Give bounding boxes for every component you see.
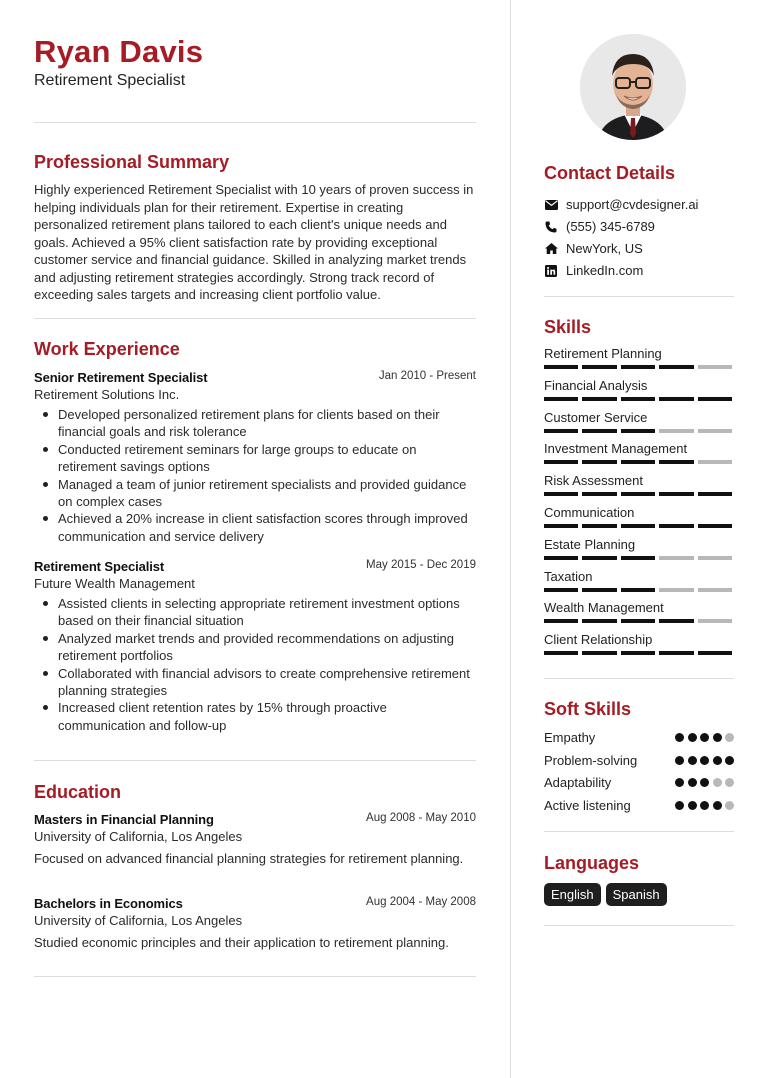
candidate-title: Retirement Specialist xyxy=(34,72,186,89)
rating-dot xyxy=(713,801,722,810)
skill-level-segment xyxy=(621,492,655,496)
skill-name: Retirement Planning xyxy=(544,346,662,361)
job-title: Retirement Specialist xyxy=(34,559,165,574)
skill-level-bar xyxy=(544,556,734,560)
skill-level-segment xyxy=(582,556,616,560)
skill-level-segment xyxy=(698,429,732,433)
skill-level-segment xyxy=(582,651,616,655)
languages-list xyxy=(544,883,667,906)
skill-level-bar xyxy=(544,524,734,528)
rating-dot xyxy=(675,756,684,765)
rating-dot xyxy=(725,733,734,742)
rating-dot xyxy=(725,778,734,787)
skill-level-bar xyxy=(544,619,734,623)
skill-level-segment xyxy=(621,365,655,369)
skill-level-segment xyxy=(544,651,578,655)
contact-location-text: NewYork, US xyxy=(566,241,643,256)
skill-level-segment xyxy=(621,524,655,528)
contact-phone-text: (555) 345-6789 xyxy=(566,219,655,234)
job-bullet: Collaborated with financial advisors to create comprehensive retirement planning strategies xyxy=(34,665,476,700)
rating-dot xyxy=(688,756,697,765)
job-entry xyxy=(34,369,476,545)
soft-skill-item xyxy=(544,797,734,815)
skill-item xyxy=(544,410,734,433)
skill-level-segment xyxy=(621,588,655,592)
skill-name: Taxation xyxy=(544,568,593,584)
job-bullets xyxy=(34,595,476,734)
skill-level-segment xyxy=(698,556,732,560)
skill-level-segment xyxy=(659,460,693,464)
contact-divider xyxy=(544,296,734,297)
languages-heading: Languages xyxy=(544,853,640,873)
skill-level-segment xyxy=(544,492,578,496)
rating-dot xyxy=(725,756,734,765)
skill-item xyxy=(544,441,734,464)
rating-dot xyxy=(700,756,709,765)
rating-dot xyxy=(700,733,709,742)
soft-skill-rating xyxy=(675,733,734,742)
rating-dot xyxy=(688,778,697,787)
skill-level-segment xyxy=(621,619,655,623)
rating-dot xyxy=(713,733,722,742)
skill-name: Financial Analysis xyxy=(544,377,648,393)
skill-item xyxy=(544,537,734,560)
skill-name: Wealth Management xyxy=(544,600,664,616)
skill-level-segment xyxy=(544,365,578,369)
skill-level-bar xyxy=(544,460,734,464)
skill-level-bar xyxy=(544,365,734,369)
contact-location xyxy=(544,241,643,256)
skill-name: Client Relationship xyxy=(544,632,653,648)
rating-dot xyxy=(713,756,722,765)
skill-level-segment xyxy=(544,397,578,401)
contact-heading: Contact Details xyxy=(544,163,676,183)
skill-level-segment xyxy=(698,492,732,496)
skill-level-segment xyxy=(659,397,693,401)
skill-item xyxy=(544,569,734,592)
job-bullet: Achieved a 20% increase in client satisfaction scores through improved communication and service delivery xyxy=(34,510,476,545)
envelope-icon xyxy=(544,198,558,212)
skill-level-segment xyxy=(582,397,616,401)
skill-level-segment xyxy=(544,588,578,592)
education-divider xyxy=(34,976,476,977)
soft-skill-rating xyxy=(675,801,734,810)
job-bullet: Managed a team of junior retirement specialists and provided guidance on complex cases xyxy=(34,476,476,511)
rating-dot xyxy=(713,778,722,787)
skill-level-segment xyxy=(582,588,616,592)
job-date: May 2015 - Dec 2019 xyxy=(366,559,476,571)
rating-dot xyxy=(725,801,734,810)
skill-level-segment xyxy=(659,492,693,496)
skill-level-segment xyxy=(582,524,616,528)
skill-level-segment xyxy=(659,556,693,560)
education-heading: Education xyxy=(34,782,122,802)
skill-level-bar xyxy=(544,651,734,655)
soft-skill-name: Empathy xyxy=(544,730,596,745)
education-entry xyxy=(34,811,476,867)
skill-level-segment xyxy=(544,619,578,623)
linkedin-icon xyxy=(544,264,558,278)
job-bullet: Analyzed market trends and provided recommendations on adjusting retirement portfolios xyxy=(34,630,476,665)
language-tag: Spanish xyxy=(606,883,667,906)
skill-item xyxy=(544,378,734,401)
skills-divider xyxy=(544,678,734,679)
skill-item xyxy=(544,346,734,369)
rating-dot xyxy=(688,801,697,810)
skill-level-segment xyxy=(582,492,616,496)
skill-level-segment xyxy=(659,365,693,369)
job-date: Jan 2010 - Present xyxy=(378,370,476,382)
skill-level-segment xyxy=(621,556,655,560)
skill-level-segment xyxy=(698,460,732,464)
skill-level-segment xyxy=(582,429,616,433)
rating-dot xyxy=(675,733,684,742)
phone-icon xyxy=(544,220,558,234)
profile-photo xyxy=(580,34,686,140)
skill-level-segment xyxy=(698,524,732,528)
skill-level-segment xyxy=(698,619,732,623)
header-divider xyxy=(34,122,476,123)
skill-name: Communication xyxy=(544,505,635,520)
skill-item xyxy=(544,600,734,623)
skill-name: Investment Management xyxy=(544,441,688,457)
soft-skill-item xyxy=(544,774,734,792)
skill-item xyxy=(544,505,734,528)
education-description: Focused on advanced financial planning strategies for retirement planning. xyxy=(34,851,464,866)
skill-level-segment xyxy=(659,651,693,655)
skill-level-bar xyxy=(544,492,734,496)
soft-skills-heading: Soft Skills xyxy=(544,699,632,719)
skill-name: Risk Assessment xyxy=(544,473,643,489)
skill-level-segment xyxy=(544,460,578,464)
rating-dot xyxy=(688,733,697,742)
job-company: Future Wealth Management xyxy=(34,576,195,591)
soft-skill-item xyxy=(544,729,734,747)
soft-skill-name: Problem-solving xyxy=(544,752,638,768)
job-bullet: Assisted clients in selecting appropriate retirement investment options based on their financial situation xyxy=(34,595,476,630)
soft-skill-name: Adaptability xyxy=(544,775,612,790)
job-entry xyxy=(34,558,476,734)
rating-dot xyxy=(675,801,684,810)
skill-level-bar xyxy=(544,397,734,401)
candidate-name: Ryan Davis xyxy=(34,34,204,69)
education-entry xyxy=(34,895,476,951)
contact-email[interactable] xyxy=(544,197,698,212)
skills-heading: Skills xyxy=(544,317,592,337)
rating-dot xyxy=(700,801,709,810)
education-date: Aug 2004 - May 2008 xyxy=(366,896,476,908)
summary-divider xyxy=(34,318,476,319)
column-divider xyxy=(510,0,511,1078)
rating-dot xyxy=(700,778,709,787)
soft-skill-rating xyxy=(675,756,734,765)
job-bullets xyxy=(34,406,476,545)
soft-skill-rating xyxy=(675,778,734,787)
job-bullet: Conducted retirement seminars for large groups to educate on retirement savings options xyxy=(34,441,476,476)
soft-skill-name: Active listening xyxy=(544,797,631,813)
skill-level-segment xyxy=(698,651,732,655)
skill-level-segment xyxy=(621,429,655,433)
school-name: University of California, Los Angeles xyxy=(34,829,243,844)
language-tag: English xyxy=(544,883,601,906)
skill-level-segment xyxy=(698,588,732,592)
soft-skill-item xyxy=(544,752,734,770)
skill-level-bar xyxy=(544,588,734,592)
skill-item xyxy=(544,473,734,496)
education-description: Studied economic principles and their application to retirement planning. xyxy=(34,935,449,950)
skill-level-segment xyxy=(544,524,578,528)
skill-level-segment xyxy=(544,429,578,433)
experience-divider xyxy=(34,760,476,761)
experience-heading: Work Experience xyxy=(34,339,180,359)
degree-title: Bachelors in Economics xyxy=(34,896,183,911)
skill-level-segment xyxy=(659,619,693,623)
profile-portrait-icon xyxy=(580,34,686,140)
skill-level-bar xyxy=(544,429,734,433)
skill-level-segment xyxy=(582,619,616,623)
skill-level-segment xyxy=(582,460,616,464)
skill-name: Estate Planning xyxy=(544,536,636,552)
skill-level-segment xyxy=(659,588,693,592)
skill-level-segment xyxy=(659,429,693,433)
skill-level-segment xyxy=(698,365,732,369)
contact-phone[interactable] xyxy=(544,219,655,234)
job-bullet: Increased client retention rates by 15% through proactive communication and follow-up xyxy=(34,699,476,734)
summary-text: Highly experienced Retirement Specialist with 10 years of proven success in helping individuals plan for their retirement. Expertise in creating personalized retirement plans tailored to each client's unique needs and goals. Achieved a 95% client satisfaction rate by providing exceptional customer service and financial guidance. Skilled in analyzing market trends and adjusting retirement strategies accordingly. Strong track record of exceeding sales targets and increasing client portfolio value. xyxy=(34,182,474,302)
skill-level-segment xyxy=(621,460,655,464)
skill-item xyxy=(544,632,734,655)
contact-linkedin-text: LinkedIn.com xyxy=(566,263,644,278)
skill-level-segment xyxy=(621,651,655,655)
contact-email-text: support@cvdesigner.ai xyxy=(566,197,699,212)
education-date: Aug 2008 - May 2010 xyxy=(366,812,476,824)
rating-dot xyxy=(675,778,684,787)
job-bullet: Developed personalized retirement plans for clients based on their financial goals and risk tolerance xyxy=(34,406,476,441)
skill-level-segment xyxy=(659,524,693,528)
school-name: University of California, Los Angeles xyxy=(34,913,243,928)
skill-level-segment xyxy=(621,397,655,401)
skill-level-segment xyxy=(698,397,732,401)
degree-title: Masters in Financial Planning xyxy=(34,812,214,827)
skill-level-segment xyxy=(582,365,616,369)
home-icon xyxy=(544,242,558,256)
languages-divider xyxy=(544,925,734,926)
skill-level-segment xyxy=(544,556,578,560)
contact-linkedin[interactable] xyxy=(544,263,643,278)
job-company: Retirement Solutions Inc. xyxy=(34,387,180,402)
skill-name: Customer Service xyxy=(544,409,648,425)
job-title: Senior Retirement Specialist xyxy=(34,370,208,385)
summary-heading: Professional Summary xyxy=(34,152,230,172)
soft-skills-divider xyxy=(544,831,734,832)
